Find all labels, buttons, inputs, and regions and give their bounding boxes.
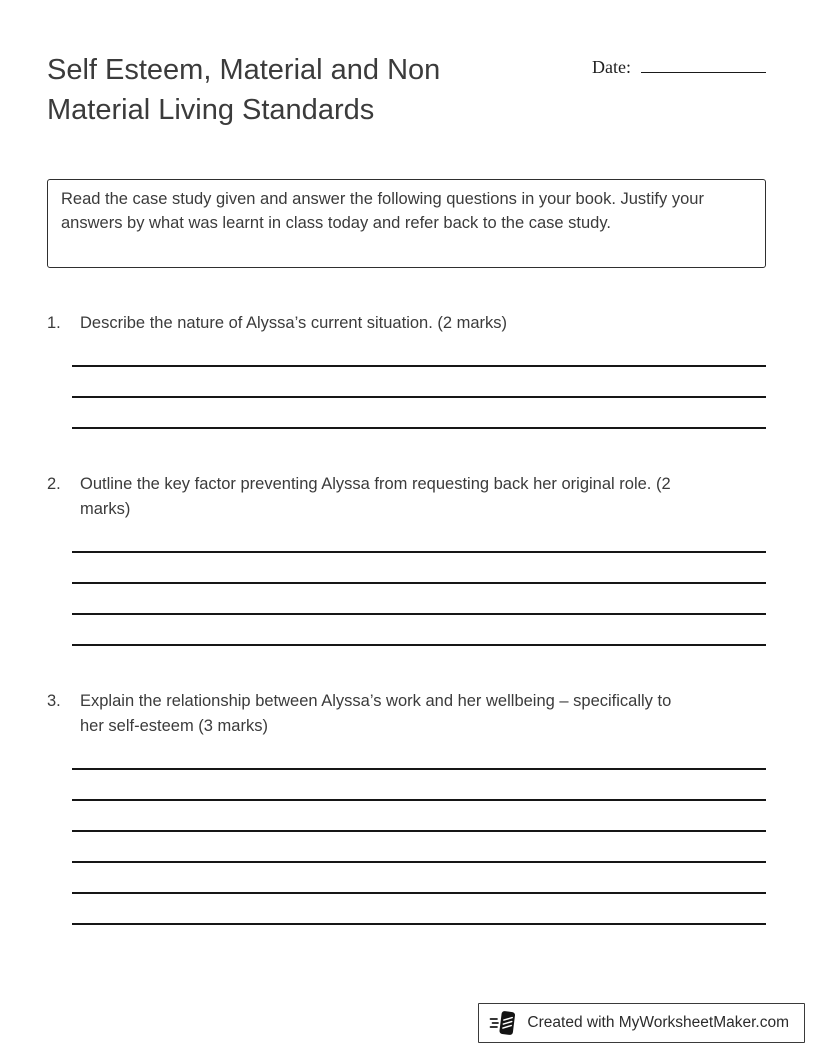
answer-lines <box>72 522 766 646</box>
answer-line <box>72 553 766 584</box>
instruction-box <box>47 179 766 268</box>
question-text: Outline the key factor preventing Alyssa from requesting back her original role. (2 marks) <box>80 475 671 518</box>
answer-line <box>72 739 766 770</box>
credit-text: Created with MyWorksheetMaker.com <box>527 1014 789 1031</box>
header <box>47 50 766 130</box>
answer-line <box>72 584 766 615</box>
answer-line <box>72 336 766 367</box>
answer-line <box>72 801 766 832</box>
question-row <box>47 311 766 336</box>
question-block <box>47 311 766 429</box>
instruction-text: Read the case study given and answer the following questions in your book. Justify your answers by what was learnt in class today and refer back to the case study. <box>61 190 704 232</box>
worksheetmaker-logo-icon <box>489 1008 519 1038</box>
date-label: Date: <box>592 57 631 77</box>
answer-lines <box>72 739 766 925</box>
answer-line <box>72 398 766 429</box>
question-list <box>47 311 766 925</box>
date-field <box>592 54 766 78</box>
answer-line <box>72 615 766 646</box>
answer-line <box>72 832 766 863</box>
answer-line <box>72 863 766 894</box>
answer-line <box>72 770 766 801</box>
credit-badge[interactable] <box>478 1003 805 1043</box>
question-row <box>47 472 766 522</box>
answer-line <box>72 522 766 553</box>
answer-lines <box>72 336 766 429</box>
question-text: Explain the relationship between Alyssa’s work and her wellbeing – specifically to her self-esteem (3 marks) <box>80 692 672 735</box>
question-number: 3. <box>47 692 61 710</box>
question-number: 2. <box>47 475 61 493</box>
worksheet-title: Self Esteem, Material and Non Material Living Standards <box>47 54 441 126</box>
answer-line <box>72 367 766 398</box>
question-text: Describe the nature of Alyssa’s current situation. (2 marks) <box>80 314 508 332</box>
question-row <box>47 689 766 739</box>
question-number: 1. <box>47 314 61 332</box>
answer-line <box>72 894 766 925</box>
date-blank-line <box>641 54 766 73</box>
question-block <box>47 689 766 925</box>
question-block <box>47 472 766 646</box>
